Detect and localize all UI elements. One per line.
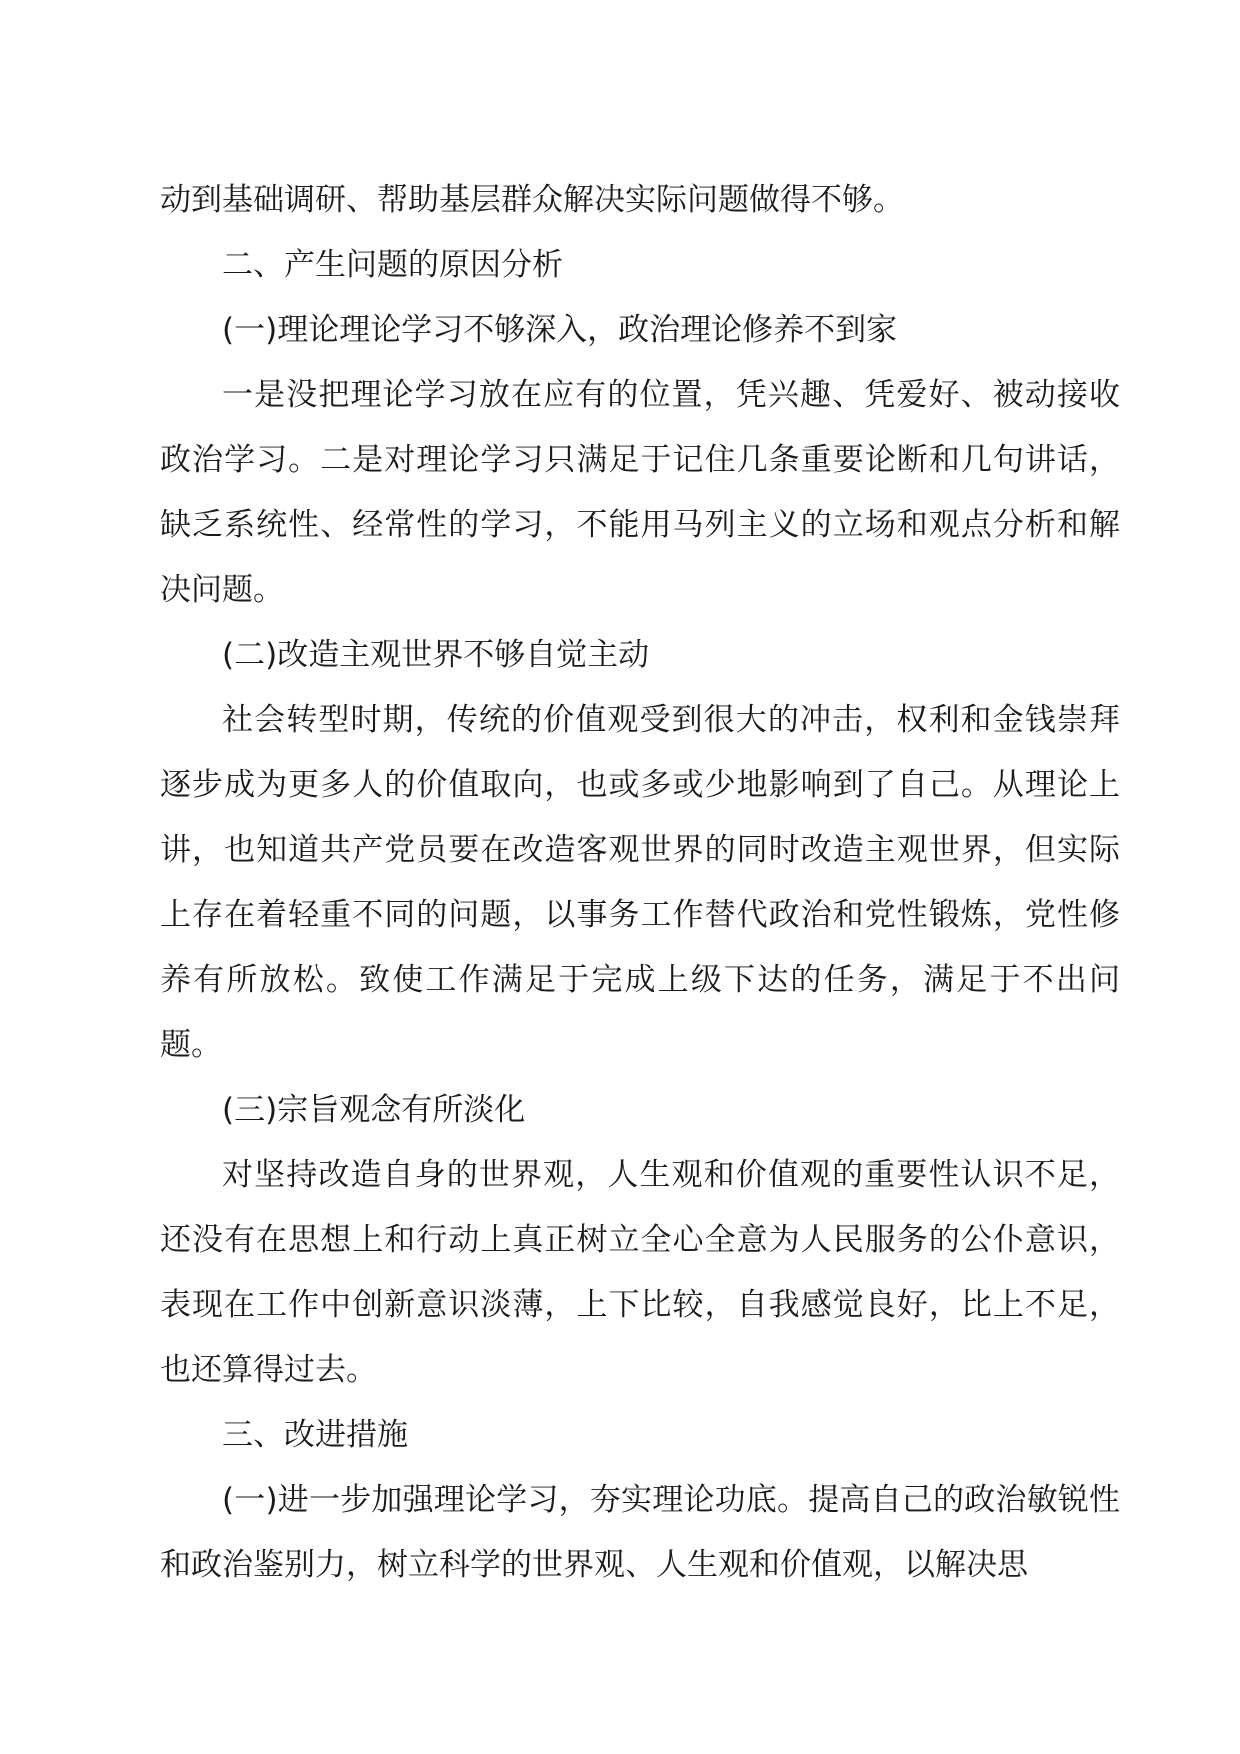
paragraph-worldview: 社会转型时期，传统的价值观受到很大的冲击，权利和金钱崇拜逐步成为更多人的价值取向，也或多或少地影响到了自己。从理论上讲，也知道共产党员要在改造客观世界的同时改造主观世界，但实际上存在着轻重不同的问题，以事务工作替代政治和党性锻炼，党性修养有所放松。致使工作满足于完成上级下达的任务，满足于不出问题。 — [160, 702, 1120, 1063]
section-heading-2: 二、产生问题的原因分析 — [222, 247, 563, 283]
paragraph-measure-1: (一)进一步加强理论学习，夯实理论功底。提高自己的政治敏锐性和政治鉴别力，树立科学的世界观、人生观和价值观，以解决思 — [160, 1482, 1120, 1583]
subheading-2-2: (二)改造主观世界不够自觉主动 — [222, 637, 650, 673]
subheading-2-1: (一)理论理论学习不够深入，政治理论修养不到家 — [222, 312, 898, 348]
paragraph-purpose: 对坚持改造自身的世界观，人生观和价值观的重要性认识不足，还没有在思想上和行动上真正树立全心全意为人民服务的公仆意识，表现在工作中创新意识淡薄，上下比较，自我感觉良好，比上不足，也还算得过去。 — [160, 1157, 1120, 1388]
document-body — [160, 168, 1120, 1598]
paragraph-continuation: 动到基础调研、帮助基层群众解决实际问题做得不够。 — [160, 182, 904, 218]
paragraph-theory-study: 一是没把理论学习放在应有的位置，凭兴趣、凭爱好、被动接收政治学习。二是对理论学习只满足于记住几条重要论断和几句讲话，缺乏系统性、经常性的学习，不能用马列主义的立场和观点分析和解决问题。 — [160, 377, 1120, 608]
subheading-2-3: (三)宗旨观念有所淡化 — [222, 1092, 526, 1128]
section-heading-3: 三、改进措施 — [222, 1417, 408, 1453]
